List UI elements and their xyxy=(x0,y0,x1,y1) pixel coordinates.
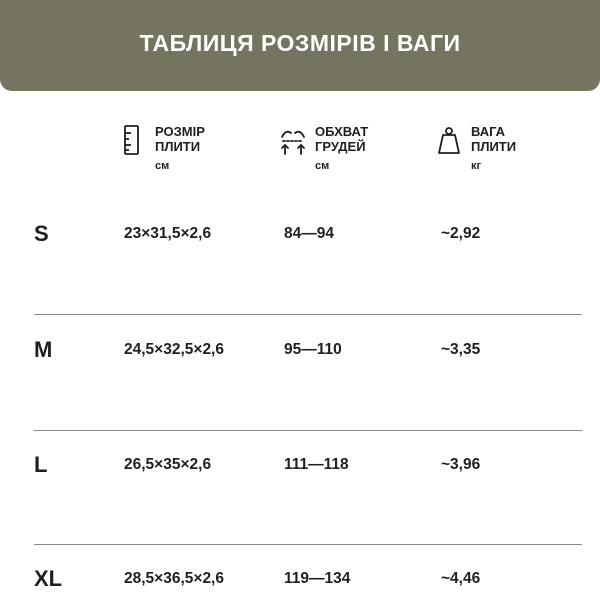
size-label: S xyxy=(34,221,49,246)
table-row xyxy=(0,566,600,606)
row-divider xyxy=(34,430,582,431)
plate-size-value: 26,5×35×2,6 xyxy=(124,456,212,473)
table-row xyxy=(0,337,600,377)
chest-value: 119—134 xyxy=(284,570,351,587)
column-unit: см xyxy=(155,160,170,172)
column-label: ВАГА ПЛИТИ xyxy=(471,124,517,154)
size-label: XL xyxy=(34,566,63,591)
column-header-weight xyxy=(436,124,516,172)
column-label: ОБХВАТ ГРУДЕЙ xyxy=(315,124,369,154)
table-row xyxy=(0,452,600,492)
column-header-chest xyxy=(280,124,368,172)
column-header-plate-size xyxy=(120,124,205,172)
table-row xyxy=(0,221,600,261)
column-unit: см xyxy=(315,160,330,172)
plate-size-value: 23×31,5×2,6 xyxy=(124,225,212,242)
ruler-icon xyxy=(120,124,146,158)
size-label: M xyxy=(34,337,53,362)
weight-value: ~4,46 xyxy=(441,570,481,587)
weight-value: ~2,92 xyxy=(441,225,481,242)
size-label: L xyxy=(34,452,48,477)
row-divider xyxy=(34,544,582,545)
plate-size-value: 28,5×36,5×2,6 xyxy=(124,570,224,587)
chest-measure-icon xyxy=(280,124,306,158)
page-title: ТАБЛИЦЯ РОЗМІРІВ І ВАГИ xyxy=(139,30,461,56)
chest-value: 111—118 xyxy=(284,456,349,473)
chest-value: 95—110 xyxy=(284,341,342,358)
weight-icon xyxy=(436,124,462,158)
weight-value: ~3,96 xyxy=(441,456,481,473)
chest-value: 84—94 xyxy=(284,225,334,242)
column-label: РОЗМІР ПЛИТИ xyxy=(155,124,205,154)
weight-value: ~3,35 xyxy=(441,341,481,358)
column-unit: кг xyxy=(471,160,482,172)
title-banner xyxy=(0,0,600,91)
row-divider xyxy=(34,314,582,315)
plate-size-value: 24,5×32,5×2,6 xyxy=(124,341,224,358)
